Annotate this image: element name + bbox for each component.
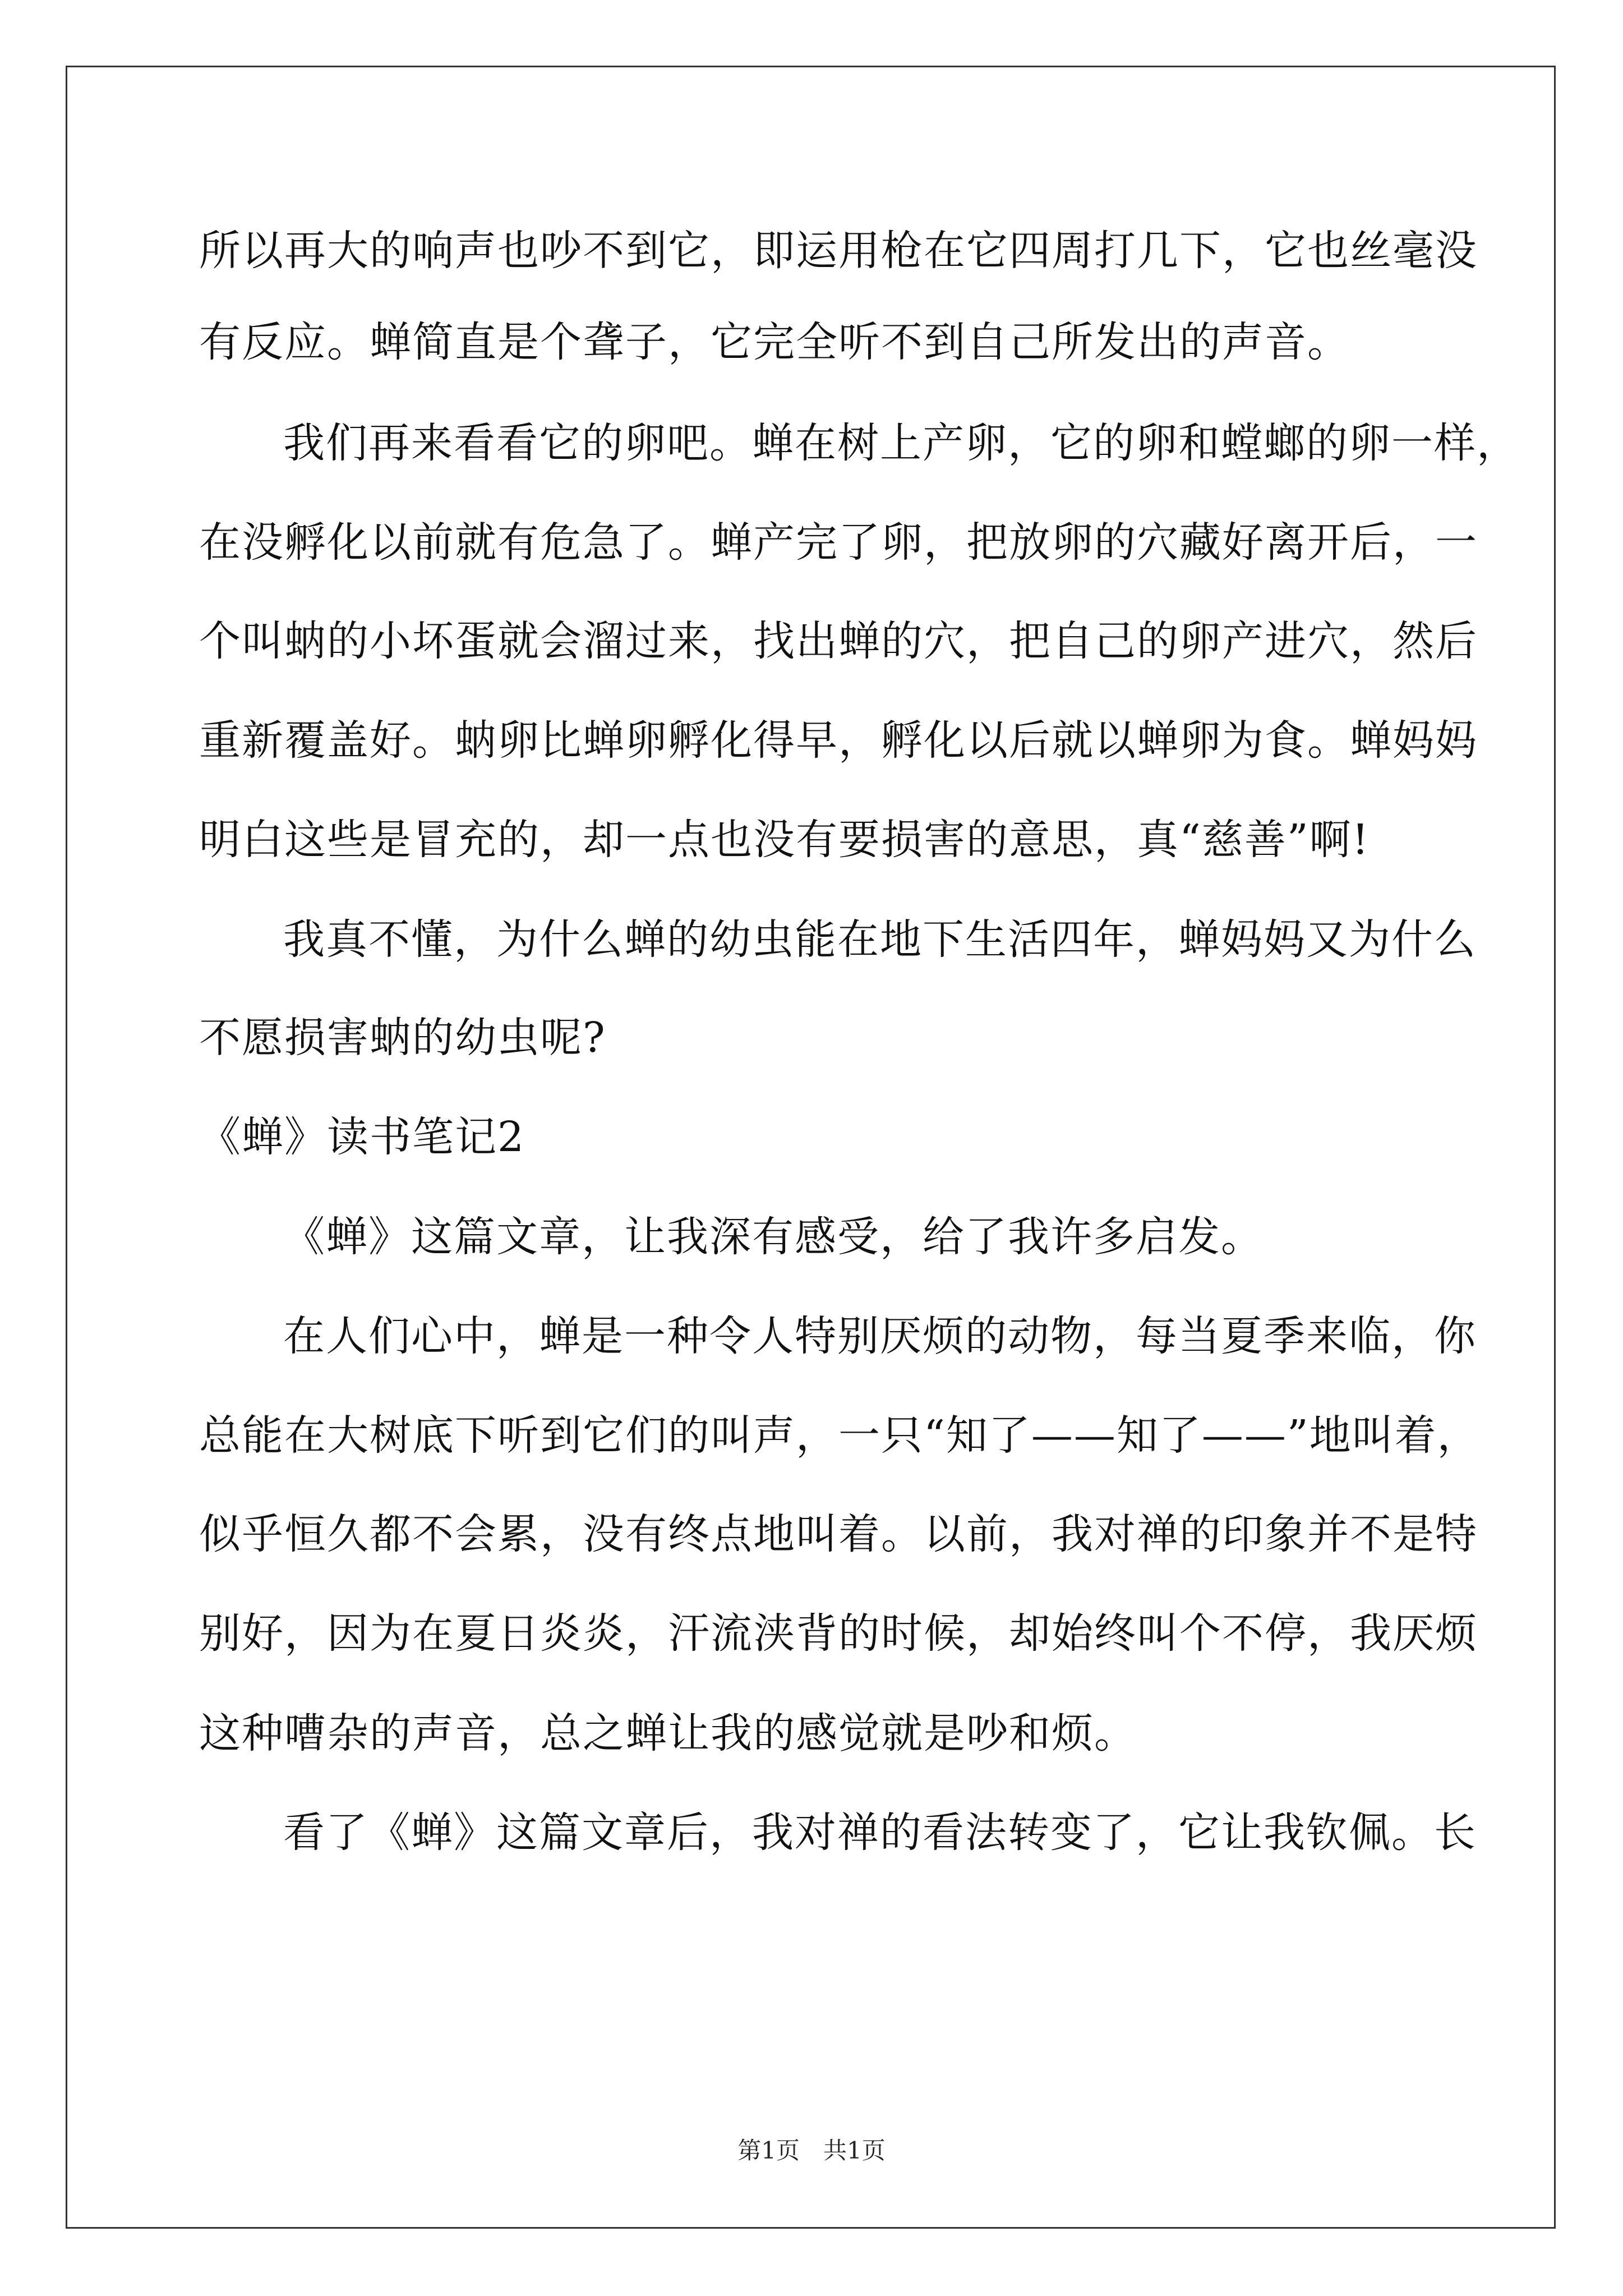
text-line: 明白这些是冒充的，却一点也没有要损害的意思，真“慈善”啊!	[199, 816, 1370, 864]
text-line: 在人们心中，蝉是一种令人特别厌烦的动物，每当夏季来临，你	[283, 1312, 1477, 1360]
text-line: 不愿损害蚋的幼虫呢?	[199, 1014, 606, 1062]
text-line: 个叫蚋的小坏蛋就会溜过来，找出蝉的穴，把自己的卵产进穴，然后	[199, 617, 1478, 665]
text-line: 我真不懂，为什么蝉的幼虫能在地下生活四年，蝉妈妈又为什么	[283, 915, 1477, 964]
page-footer: 第1页 共1页	[737, 2137, 886, 2164]
text-line: 别好，因为在夏日炎炎，汗流浃背的时候，却始终叫个不停，我厌烦	[199, 1609, 1478, 1658]
text-line: 看了《蝉》这篇文章后，我对禅的看法转变了，它让我钦佩。长	[283, 1809, 1477, 1857]
text-line: 《蝉》这篇文章，让我深有感受，给了我许多启发。	[283, 1213, 1264, 1261]
section-heading: 《蝉》读书笔记2	[199, 1113, 525, 1161]
text-line: 总能在大树底下听到它们的叫声，一只“知了——知了——”地叫着，	[199, 1411, 1480, 1460]
text-line: 在没孵化以前就有危急了。蝉产完了卵，把放卵的穴藏好离开后，一	[199, 518, 1478, 567]
text-line: 这种嘈杂的声音，总之蝉让我的感觉就是吵和烦。	[199, 1709, 1137, 1757]
text-line: 所以再大的响声也吵不到它，即运用枪在它四周打几下，它也丝毫没	[199, 227, 1478, 275]
text-line: 重新覆盖好。蚋卵比蝉卵孵化得早，孵化以后就以蝉卵为食。蝉妈妈	[199, 716, 1478, 765]
text-line: 似乎恒久都不会累，没有终点地叫着。以前，我对禅的印象并不是特	[199, 1510, 1478, 1558]
text-line: 有反应。蝉简直是个聋子，它完全听不到自己所发出的声音。	[199, 318, 1350, 366]
text-line: 我们再来看看它的卵吧。蝉在树上产卵，它的卵和螳螂的卵一样，	[283, 419, 1519, 467]
